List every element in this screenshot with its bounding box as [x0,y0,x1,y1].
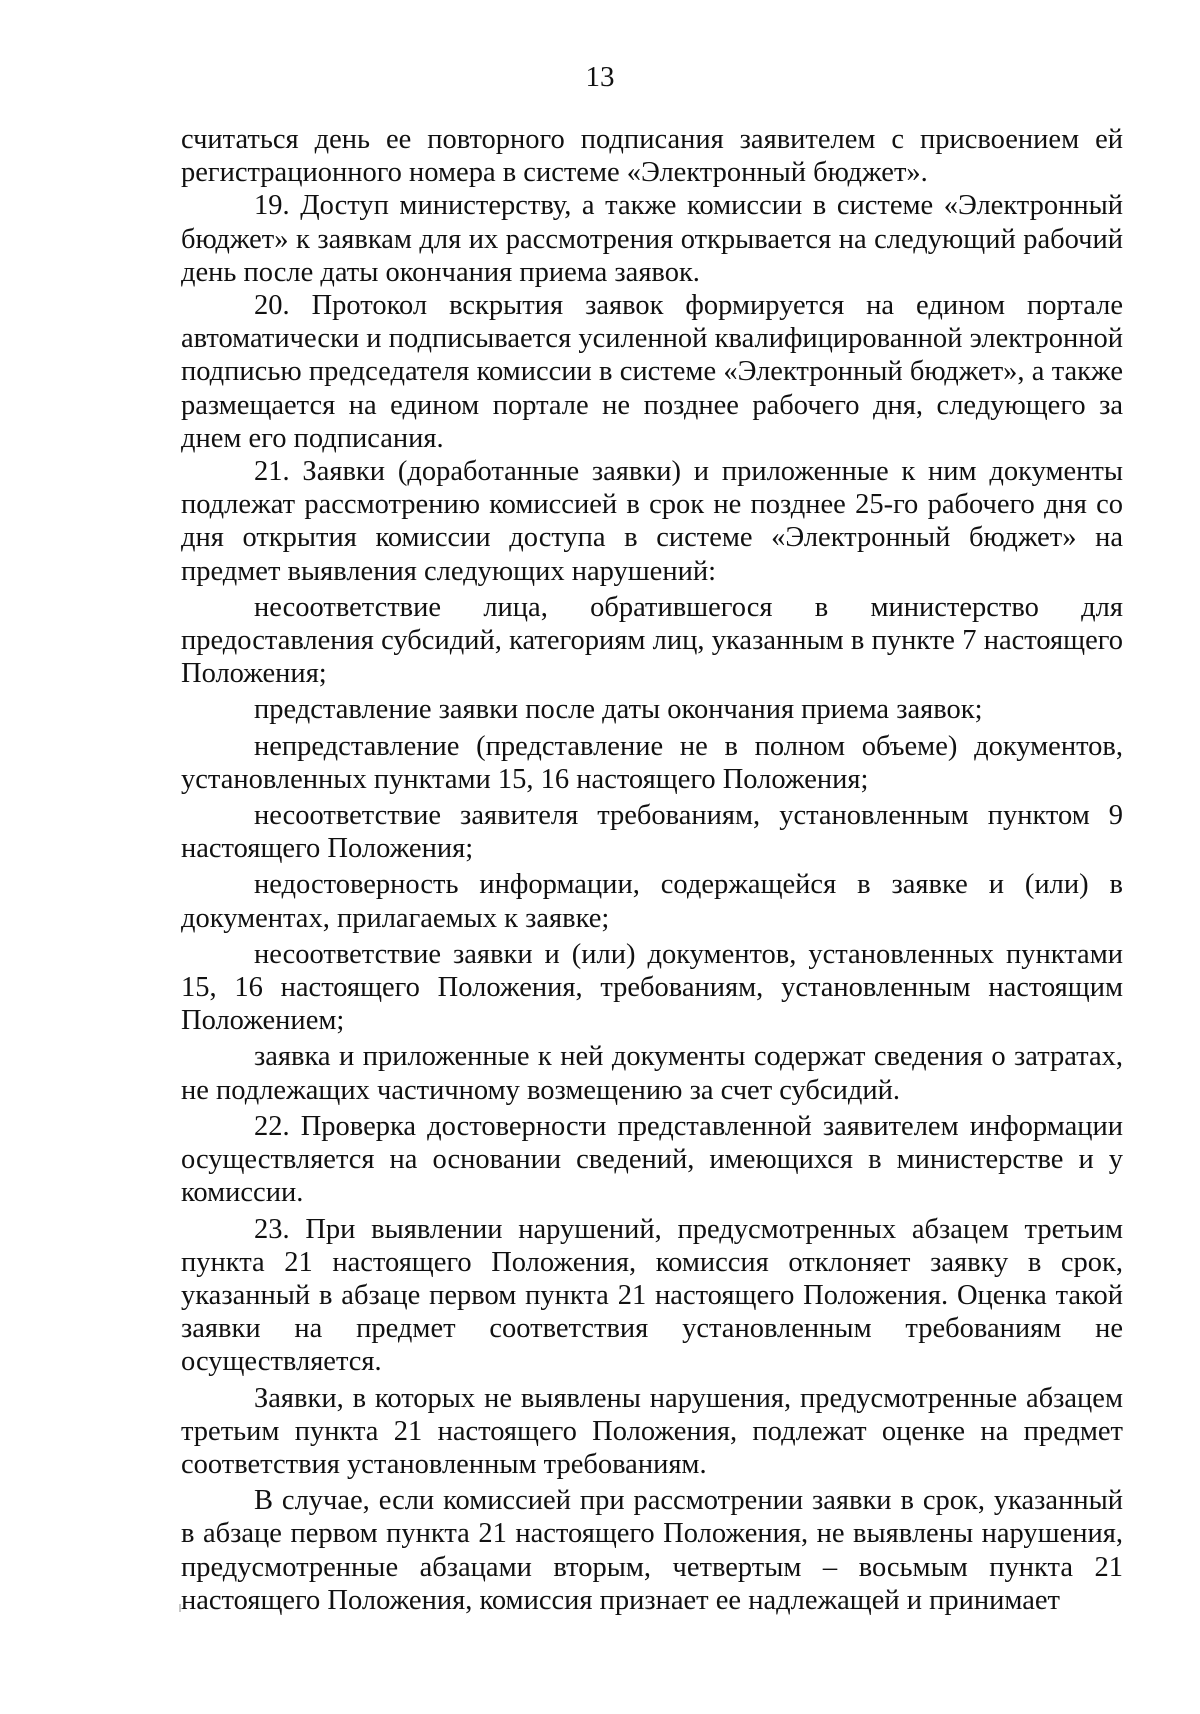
paragraph-23-final: В случае, если комиссией при рассмотрении заявки в срок, указанный в абзаце первом пункта 21 настоящего Положения, не выявлены нарушения, предусмотренные абзацами вторым, четвертым – восьмым пункта 21 настоящего Положения, комиссия признает ее надлежащей и принимает [181,1485,1123,1616]
paragraph-23-continued: Заявки, в которых не выявлены нарушения, предусмотренные абзацем третьим пункта 21 настоящего Положения, подлежат оценке на предмет соответствия установленным требованиям. [181,1382,1123,1480]
document-body [181,123,1123,1617]
paragraph-19: 19. Доступ министерству, а также комиссии в системе «Электронный бюджет» к заявкам для их рассмотрения открывается на следующий рабочий день после даты окончания приема заявок. [181,190,1123,288]
violation-item: представление заявки после даты окончания приема заявок; [254,694,983,726]
scan-artifact [179,1604,181,1612]
paragraph-20: 20. Протокол вскрытия заявок формируется на едином портале автоматически и подписывается усиленной квалифицированной электронной подписью председателя комиссии в системе «Электронный бюджет», а также размещается на едином портале не позднее рабочего дня, следующего за днем его подписания. [181,290,1123,454]
paragraph-23: 23. При выявлении нарушений, предусмотренных абзацем третьим пункта 21 настоящего Положения, комиссия отклоняет заявку в срок, указанный в абзаце первом пункта 21 настоящего Положения. Оценка такой заявки на предмет соответствия установленным требованиям не осуществляется. [181,1213,1123,1378]
paragraph-continuation: считаться день ее повторного подписания заявителем с присвоением ей регистрационного номера в системе «Электронный бюджет». [181,124,1123,189]
violation-item: несоответствие заявки и (или) документов, установленных пунктами 15, 16 настоящего Положения, требованиям, установленным настоящим Положением; [181,938,1123,1037]
violation-item: недостоверность информации, содержащейся в заявке и (или) в документах, прилагаемых к заявке; [181,869,1123,934]
page-number: 13 [585,61,615,93]
paragraph-21: 21. Заявки (доработанные заявки) и приложенные к ним документы подлежат рассмотрению комиссией в срок не позднее 25-го рабочего дня со дня открытия комиссии доступа в системе «Электронный бюджет» на предмет выявления следующих нарушений: [181,456,1123,587]
violation-item: непредставление (представление не в полном объеме) документов, установленных пунктами 15, 16 настоящего Положения; [181,730,1123,795]
violation-item: несоответствие лица, обратившегося в министерство для предоставления субсидий, категориям лиц, указанным в пункте 7 настоящего Положения; [181,591,1123,690]
violation-item: заявка и приложенные к ней документы содержат сведения о затратах, не подлежащих частичному возмещению за счет субсидий. [181,1041,1123,1106]
violation-item: несоответствие заявителя требованиям, установленным пунктом 9 настоящего Положения; [181,800,1123,865]
paragraph-22: 22. Проверка достоверности представленной заявителем информации осуществляется на основании сведений, имеющихся в министерстве и у комиссии. [181,1110,1123,1209]
